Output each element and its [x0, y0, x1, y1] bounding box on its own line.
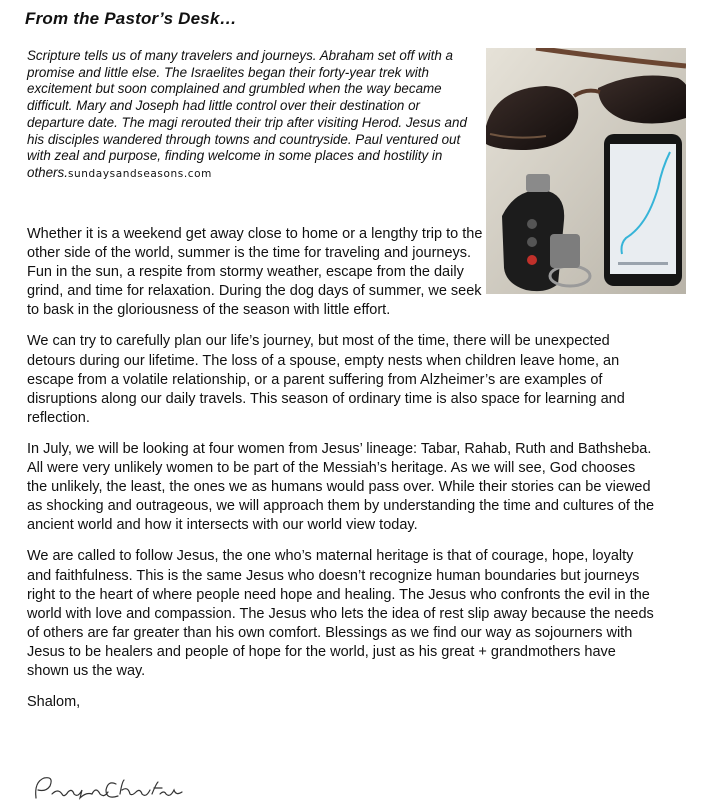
- source-credit: sundaysandseasons.com: [67, 167, 213, 180]
- handwritten-signature: [30, 772, 190, 806]
- body-paragraph: Whether it is a weekend get away close to home or a lengthy trip to the other side of the world, summer is the time for traveling and journeys. Fun in the sun, a respite from stormy weather, escape from the daily grind, and time for relaxation. During the dog days of summer, we seek to bask in the gloriousness of the season with little effort.: [27, 226, 483, 319]
- body-paragraph: We are called to follow Jesus, the one who’s maternal heritage is that of courage, hope, loyalty and faithfulness. This is the same Jesus who doesn’t recognize human boundaries but journeys right to the heart of where people need hope and healing. The Jesus who confronts the evil in the world with love and compassion. The Jesus who lets the idea of rest slip away because the needs of others are far greater than his own comfort. Blessings as we find our way as sojourners with Jesus to be healers and people of hope for the world, just as his great + grandmothers have shown us the way.: [27, 548, 654, 679]
- page-title: From the Pastor’s Desk…: [25, 9, 237, 28]
- intro-quote: [27, 48, 479, 183]
- photo-wrap-spacer: [494, 225, 659, 297]
- closing-salutation: Shalom,: [27, 694, 81, 711]
- body-paragraph: We can try to carefully plan our life’s journey, but most of the time, there will be unexpected detours during our lifetime. The loss of a spouse, empty nests when children leave home, an escape from a volatile relationship, or a parent suffering from Alzheimer’s are examples of disruptions along our daily travels. This season of ordinary time is also space for learning and reflection.: [27, 333, 625, 426]
- letter-body: [27, 225, 659, 724]
- intro-quote-text: Scripture tells us of many travelers and journeys. Abraham set off with a promise and little else. The Israelites began their forty-year trek with excitement but soon complained and grumbled when the way became difficult. Mary and Joseph had little control over their destination or departure date. The magi rerouted their trip after visiting Herod. Jesus and his disciples wandered through towns and countryside. Paul ventured out with zeal and purpose, finding welcome in some places and hostility in others.: [27, 48, 467, 180]
- body-paragraph: In July, we will be looking at four women from Jesus’ lineage: Tabar, Rahab, Ruth and Bathsheba. All were very unlikely women to be part of the Messiah’s heritage. As we will see, God chooses the unlikely, the least, the ones we as humans would pass over. While their stories can be viewed as shocking and outrageous, we will approach them by understanding the time and cultures of the ancient world and how it intersects with our world view today.: [27, 440, 655, 534]
